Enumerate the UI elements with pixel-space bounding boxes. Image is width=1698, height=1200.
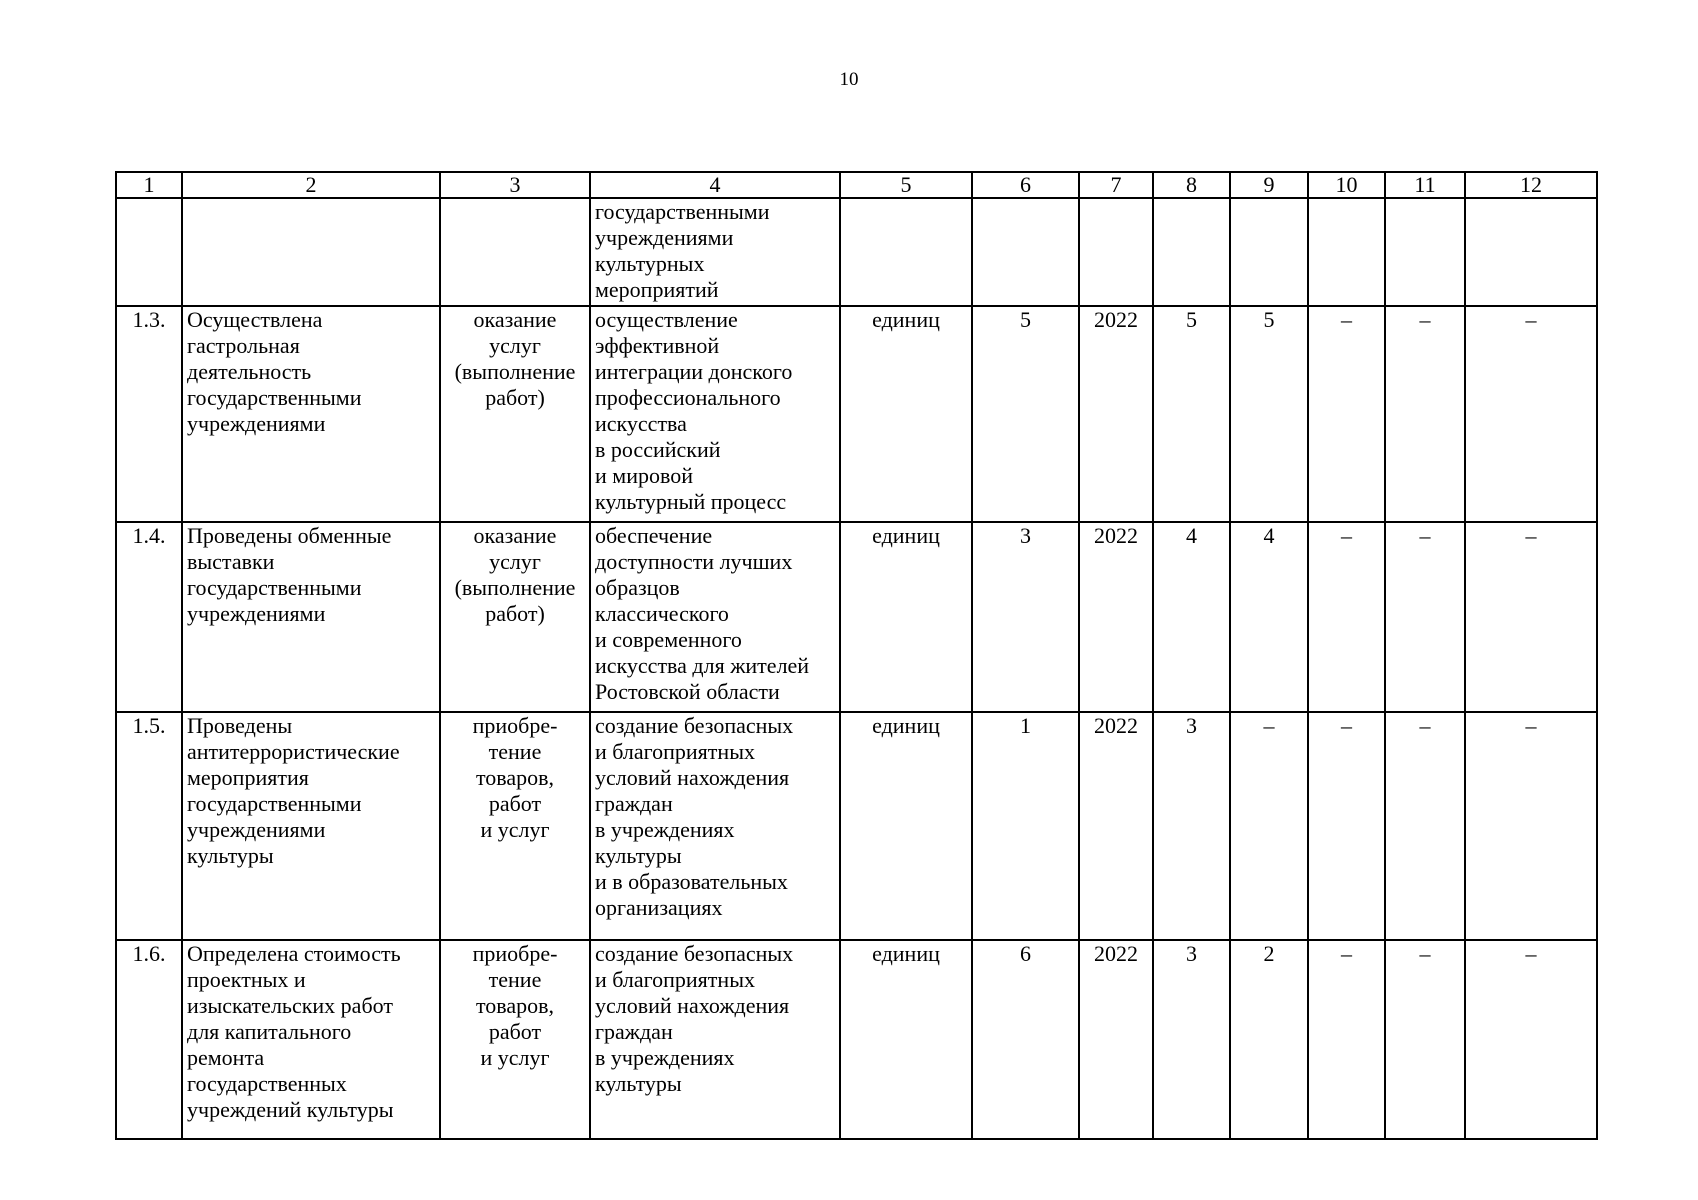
- result-name-line: для капитального: [187, 1019, 352, 1044]
- value-cell-11: –: [1385, 306, 1465, 522]
- purpose-line: условий нахождения: [595, 993, 790, 1018]
- purpose-line: и мировой: [595, 463, 693, 488]
- result-name-line: государственными: [187, 791, 362, 816]
- value-cell-7: 2022: [1079, 522, 1153, 712]
- result-name-line: государственными: [187, 385, 362, 410]
- row-number-cell: 1.3.: [116, 306, 182, 522]
- result-name-cell: [182, 306, 440, 522]
- purpose-line: и благоприятных: [595, 967, 755, 992]
- type-line: оказание: [473, 523, 557, 548]
- purpose-line: граждан: [595, 791, 673, 816]
- result-name-line: учреждений культуры: [187, 1097, 394, 1122]
- table-row: [116, 198, 1597, 306]
- purpose-line: в учреждениях: [595, 1045, 735, 1070]
- purpose-line: государственными: [595, 199, 770, 224]
- header-cell: 10: [1308, 172, 1385, 198]
- purpose-line: создание безопасных: [595, 713, 794, 738]
- value-cell-12: –: [1465, 306, 1597, 522]
- type-line: тение: [488, 967, 542, 992]
- type-line: тение: [488, 739, 542, 764]
- type-cell: [440, 522, 590, 712]
- purpose-line: эффективной: [595, 333, 720, 358]
- result-name-line: Определена стоимость: [187, 941, 401, 966]
- value-cell-9: 5: [1230, 306, 1308, 522]
- type-line: и услуг: [480, 1045, 550, 1070]
- page-number: 10: [839, 69, 859, 90]
- table-row: [116, 306, 1597, 522]
- purpose-line: создание безопасных: [595, 941, 794, 966]
- value-cell-8: 4: [1153, 522, 1230, 712]
- result-name-line: Осуществлена: [187, 307, 323, 332]
- purpose-line: классического: [595, 601, 729, 626]
- purpose-line: учреждениями: [595, 225, 734, 250]
- purpose-cell: [590, 940, 840, 1139]
- table-body: [116, 198, 1597, 1139]
- header-cell: 8: [1153, 172, 1230, 198]
- purpose-cell: [590, 306, 840, 522]
- value-cell-12: –: [1465, 522, 1597, 712]
- value-cell-8: 3: [1153, 712, 1230, 940]
- purpose-line: искусства: [595, 411, 687, 436]
- type-line: работ): [485, 385, 545, 410]
- type-line: приобре-: [472, 713, 558, 738]
- purpose-line: и современного: [595, 627, 742, 652]
- purpose-line: образцов: [595, 575, 680, 600]
- result-name-line: антитеррористические: [187, 739, 400, 764]
- result-name-line: изыскательских работ: [187, 993, 393, 1018]
- result-name-line: мероприятия: [187, 765, 309, 790]
- type-line: работ: [488, 791, 542, 816]
- type-line: (выполнение: [454, 575, 576, 600]
- result-name-line: культуры: [187, 843, 274, 868]
- purpose-line: культурных: [595, 251, 705, 276]
- table-row: [116, 522, 1597, 712]
- value-cell-11: –: [1385, 522, 1465, 712]
- type-line: товаров,: [475, 993, 555, 1018]
- value-cell-6: 6: [972, 940, 1079, 1139]
- type-cell: [440, 940, 590, 1139]
- table-header-row: [116, 172, 1597, 198]
- plan-table: [115, 171, 1598, 1140]
- result-name-line: государственных: [187, 1071, 347, 1096]
- header-cell: 3: [440, 172, 590, 198]
- header-cell: 9: [1230, 172, 1308, 198]
- header-cell: 6: [972, 172, 1079, 198]
- header-cell: 12: [1465, 172, 1597, 198]
- value-cell-9: 2: [1230, 940, 1308, 1139]
- row-number-cell: 1.4.: [116, 522, 182, 712]
- type-line: и услуг: [480, 817, 550, 842]
- value-cell-12: –: [1465, 940, 1597, 1139]
- unit-cell: единиц: [840, 712, 972, 940]
- header-cell: 2: [182, 172, 440, 198]
- result-name-cell: [182, 522, 440, 712]
- value-cell-12: –: [1465, 712, 1597, 940]
- type-line: услуг: [489, 549, 541, 574]
- purpose-line: искусства для жителей: [595, 653, 810, 678]
- value-cell-8: [1153, 198, 1230, 306]
- type-line: приобре-: [472, 941, 558, 966]
- purpose-cell: [590, 522, 840, 712]
- type-line: работ): [485, 601, 545, 626]
- result-name-line: учреждениями: [187, 411, 326, 436]
- result-name-cell: [182, 940, 440, 1139]
- result-name-line: государственными: [187, 575, 362, 600]
- unit-cell: единиц: [840, 522, 972, 712]
- table-row: [116, 712, 1597, 940]
- purpose-line: условий нахождения: [595, 765, 790, 790]
- value-cell-10: –: [1308, 940, 1385, 1139]
- result-name-line: ремонта: [187, 1045, 265, 1070]
- purpose-line: мероприятий: [595, 277, 719, 302]
- value-cell-8: 5: [1153, 306, 1230, 522]
- result-name-line: гастрольная: [187, 333, 300, 358]
- value-cell-12: [1465, 198, 1597, 306]
- value-cell-7: [1079, 198, 1153, 306]
- header-cell: 7: [1079, 172, 1153, 198]
- type-line: (выполнение: [454, 359, 576, 384]
- purpose-line: и в образовательных: [595, 869, 788, 894]
- row-number-cell: [116, 198, 182, 306]
- type-line: работ: [488, 1019, 542, 1044]
- value-cell-9: –: [1230, 712, 1308, 940]
- result-name-cell: [182, 712, 440, 940]
- result-name-line: учреждениями: [187, 601, 326, 626]
- value-cell-10: –: [1308, 712, 1385, 940]
- value-cell-11: [1385, 198, 1465, 306]
- value-cell-9: 4: [1230, 522, 1308, 712]
- purpose-cell: [590, 198, 840, 306]
- table-row: [116, 940, 1597, 1139]
- result-name-cell: [182, 198, 440, 306]
- value-cell-9: [1230, 198, 1308, 306]
- value-cell-8: 3: [1153, 940, 1230, 1139]
- row-number-cell: 1.6.: [116, 940, 182, 1139]
- header-cell: 5: [840, 172, 972, 198]
- purpose-line: Ростовской области: [595, 679, 780, 704]
- purpose-line: организациях: [595, 895, 723, 920]
- result-name-line: проектных и: [187, 967, 306, 992]
- type-line: оказание: [473, 307, 557, 332]
- purpose-line: культуры: [595, 1071, 682, 1096]
- type-cell: [440, 306, 590, 522]
- purpose-line: профессионального: [595, 385, 781, 410]
- header-cell: 11: [1385, 172, 1465, 198]
- purpose-line: в учреждениях: [595, 817, 735, 842]
- purpose-line: культурный процесс: [595, 489, 787, 514]
- type-line: товаров,: [475, 765, 555, 790]
- result-name-line: учреждениями: [187, 817, 326, 842]
- type-cell: [440, 198, 590, 306]
- value-cell-11: –: [1385, 712, 1465, 940]
- purpose-line: культуры: [595, 843, 682, 868]
- value-cell-11: –: [1385, 940, 1465, 1139]
- value-cell-6: 1: [972, 712, 1079, 940]
- purpose-line: и благоприятных: [595, 739, 755, 764]
- value-cell-10: –: [1308, 522, 1385, 712]
- result-name-line: деятельность: [187, 359, 312, 384]
- purpose-line: граждан: [595, 1019, 673, 1044]
- value-cell-10: –: [1308, 306, 1385, 522]
- unit-cell: единиц: [840, 940, 972, 1139]
- result-name-line: выставки: [187, 549, 275, 574]
- purpose-line: осуществление: [595, 307, 738, 332]
- unit-cell: [840, 198, 972, 306]
- header-cell: 1: [116, 172, 182, 198]
- unit-cell: единиц: [840, 306, 972, 522]
- value-cell-6: 5: [972, 306, 1079, 522]
- type-cell: [440, 712, 590, 940]
- value-cell-7: 2022: [1079, 306, 1153, 522]
- purpose-line: доступности лучших: [595, 549, 793, 574]
- purpose-line: интеграции донского: [595, 359, 793, 384]
- purpose-line: в российский: [595, 437, 721, 462]
- result-name-line: Проведены обменные: [187, 523, 392, 548]
- value-cell-6: 3: [972, 522, 1079, 712]
- purpose-cell: [590, 712, 840, 940]
- value-cell-7: 2022: [1079, 712, 1153, 940]
- purpose-line: обеспечение: [595, 523, 713, 548]
- row-number-cell: 1.5.: [116, 712, 182, 940]
- type-line: услуг: [489, 333, 541, 358]
- value-cell-6: [972, 198, 1079, 306]
- value-cell-7: 2022: [1079, 940, 1153, 1139]
- value-cell-10: [1308, 198, 1385, 306]
- result-name-line: Проведены: [187, 713, 293, 738]
- header-cell: 4: [590, 172, 840, 198]
